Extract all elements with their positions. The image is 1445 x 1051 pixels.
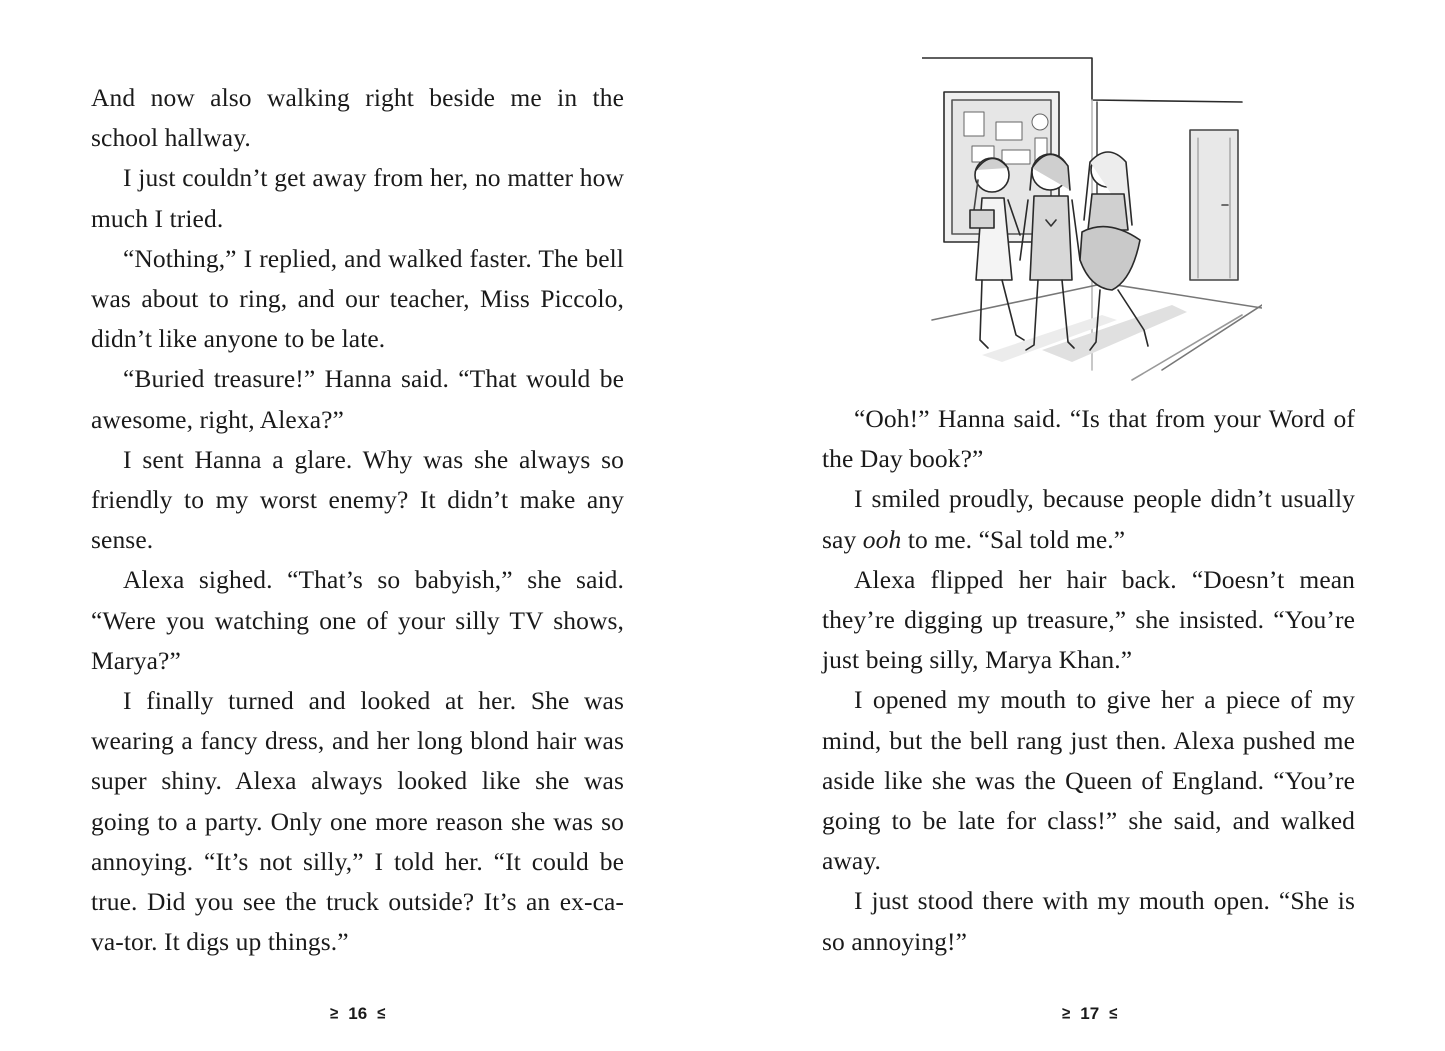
ornament-right-icon: ≤: [1109, 1004, 1118, 1023]
page-number-footer: [1062, 1000, 1117, 1028]
ornament-left-icon: ≥: [1062, 1004, 1071, 1023]
paragraph-text: to me. “Sal told me.”: [901, 524, 1126, 554]
paragraph: I just couldn’t get away from her, no matter how much I tried.: [91, 163, 624, 233]
page-number: 17: [1080, 1004, 1100, 1023]
left-page: [0, 0, 722, 1051]
right-page-text: [822, 399, 1355, 962]
paragraph: And now also walking right beside me in the school hallway.: [91, 83, 624, 153]
ornament-right-icon: ≤: [377, 1004, 386, 1023]
paragraph: I just stood there with my mouth open. “She is so annoying!”: [822, 886, 1355, 956]
paragraph-text: I smiled proudly, because people didn’t usually say: [822, 484, 1355, 554]
paragraph: “Ooh!” Hanna said. “Is that from your Word of the Day book?”: [822, 404, 1355, 474]
paragraph: I opened my mouth to give her a piece of my mind, but the bell rang just then. Alexa pushed me aside like she was the Queen of England. “You’re going to be late for class!” she said, and walked away.: [822, 685, 1355, 876]
page-number: 16: [348, 1004, 368, 1023]
ornament-left-icon: ≥: [330, 1004, 339, 1023]
paragraph: [822, 479, 1355, 559]
page-number-footer: [330, 1000, 385, 1028]
paragraph: “Buried treasure!” Hanna said. “That would be awesome, right, Alexa?”: [91, 364, 624, 434]
paragraph: “Nothing,” I replied, and walked faster. The bell was about to ring, and our teacher, Miss Piccolo, didn’t like anyone to be late.: [91, 243, 624, 354]
three-girls-walking-in-school-hallway-illustration: [922, 50, 1262, 385]
paragraph: Alexa flipped her hair back. “Doesn’t mean they’re digging up treasure,” she insisted. “You’re just being silly, Marya Khan.”: [822, 564, 1355, 675]
emphasized-word: ooh: [862, 524, 902, 554]
paragraph: Alexa sighed. “That’s so babyish,” she said. “Were you watching one of your silly TV shows, Marya?”: [91, 565, 624, 675]
paragraph: I sent Hanna a glare. Why was she always so friendly to my worst enemy? It didn’t make any sense.: [91, 444, 624, 555]
paragraph: I finally turned and looked at her. She was wearing a fancy dress, and her long blond hair was super shiny. Alexa always looked like she was going to a party. Only one more reason she was so annoying. “It’s not silly,” I told her. “It could be true. Did you see the truck outside? It’s an ex-ca-va-tor. It digs up things.”: [91, 686, 624, 957]
left-page-text: [91, 78, 624, 962]
right-page: [722, 0, 1445, 1051]
